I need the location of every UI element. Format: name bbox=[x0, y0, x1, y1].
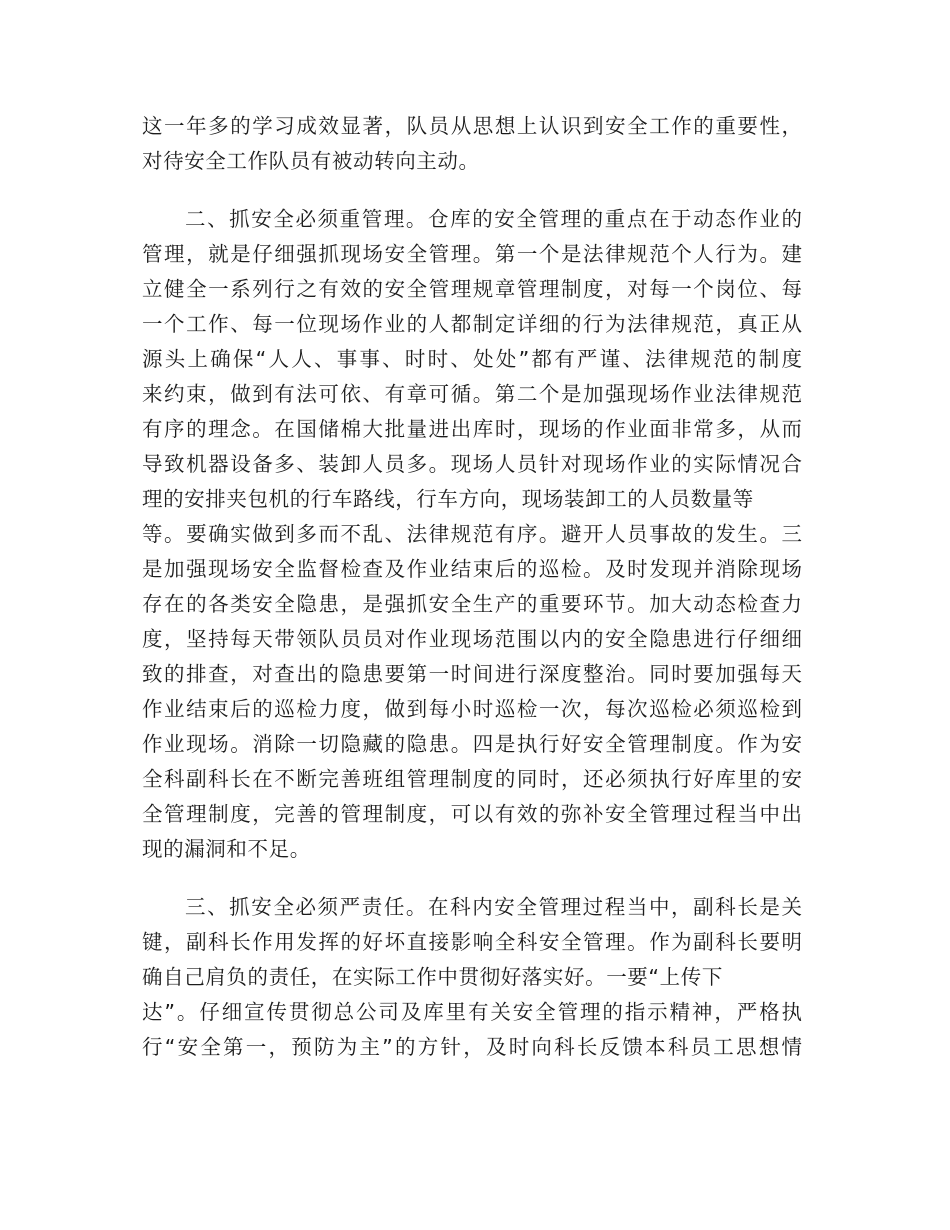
paragraph-2-line-5: 源头上确保“人人、事事、时时、处处”都有严谨、法律规范的制度 bbox=[142, 347, 802, 371]
paragraph-2-line-7: 有序的理念。在国储棉大批量进出库时，现场的作业面非常多，从而 bbox=[142, 417, 802, 441]
paragraph-2-line-2: 管理，就是仔细强抓现场安全管理。第一个是法律规范个人行为。建 bbox=[142, 242, 802, 266]
paragraph-2-line-14: 致的排查，对查出的隐患要第一时间进行深度整治。同时要加强每天 bbox=[142, 662, 802, 686]
paragraph-1-line-1: 这一年多的学习成效显著，队员从思想上认识到安全工作的重要性， bbox=[142, 114, 802, 138]
paragraph-2-line-6: 来约束，做到有法可依、有章可循。第二个是加强现场作业法律规范 bbox=[142, 382, 802, 406]
paragraph-2-line-12: 存在的各类安全隐患，是强抓安全生产的重要环节。加大动态检查力 bbox=[142, 592, 802, 616]
paragraph-2-line-3: 立健全一系列行之有效的安全管理规章管理制度，对每一个岗位、每 bbox=[142, 277, 802, 301]
paragraph-2-line-13: 度，坚持每天带领队员员对作业现场范围以内的安全隐患进行仔细细 bbox=[142, 627, 802, 651]
paragraph-2-line-8: 导致机器设备多、装卸人员多。现场人员针对现场作业的实际情况合 bbox=[142, 452, 802, 476]
paragraph-2-line-11: 是加强现场安全监督检查及作业结束后的巡检。及时发现并消除现场 bbox=[142, 557, 802, 581]
paragraph-3-line-5: 行“安全第一，预防为主”的方针，及时向科长反馈本科员工思想情 bbox=[142, 1035, 802, 1059]
paragraph-2-line-4: 一个工作、每一位现场作业的人都制定详细的行为法律规范，真正从 bbox=[142, 312, 802, 336]
paragraph-2-line-16: 作业现场。消除一切隐藏的隐患。四是执行好安全管理制度。作为安 bbox=[142, 732, 802, 756]
paragraph-2-line-18: 全管理制度，完善的管理制度，可以有效的弥补安全管理过程当中出 bbox=[142, 802, 802, 826]
paragraph-2-line-9: 理的安排夹包机的行车路线，行车方向，现场装卸工的人员数量等 bbox=[142, 487, 754, 511]
paragraph-2-line-15: 作业结束后的巡检力度，做到每小时巡检一次，每次巡检必须巡检到 bbox=[142, 697, 802, 721]
paragraph-2-line-10: 等。要确实做到多而不乱、法律规范有序。避开人员事故的发生。三 bbox=[142, 522, 802, 546]
paragraph-2-line-1: 二、抓安全必须重管理。仓库的安全管理的重点在于动态作业的 bbox=[185, 207, 802, 231]
paragraph-3-line-1: 三、抓安全必须严责任。在科内安全管理过程当中，副科长是关 bbox=[185, 895, 802, 919]
paragraph-3-line-2: 键，副科长作用发挥的好坏直接影响全科安全管理。作为副科长要明 bbox=[142, 930, 802, 954]
paragraph-3-line-3: 确自己肩负的责任，在实际工作中贯彻好落实好。一要“上传下 bbox=[142, 965, 723, 989]
paragraph-2-line-19: 现的漏洞和不足。 bbox=[142, 837, 311, 861]
paragraph-3-line-4: 达”。仔细宣传贯彻总公司及库里有关安全管理的指示精神，严格执 bbox=[142, 1000, 802, 1024]
paragraph-1-line-2: 对待安全工作队员有被动转向主动。 bbox=[142, 149, 480, 173]
paragraph-2-line-17: 全科副科长在不断完善班组管理制度的同时，还必须执行好库里的安 bbox=[142, 767, 802, 791]
